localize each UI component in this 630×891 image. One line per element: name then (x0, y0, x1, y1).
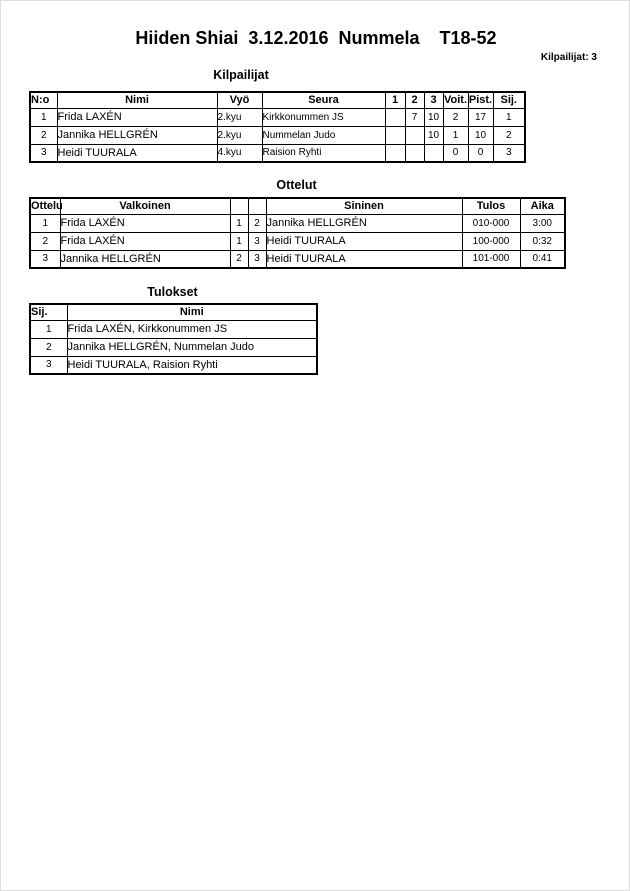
header-points: Pist. (468, 92, 493, 108)
header-belt: Vyö (217, 92, 262, 108)
result-place: 1 (30, 320, 67, 338)
header-place: Sij. (30, 304, 67, 320)
header-result: Tulos (462, 198, 520, 214)
result-row (30, 338, 317, 356)
competitor-name: Heidi TUURALA (57, 144, 217, 162)
match-white: Frida LAXÉN (60, 214, 230, 232)
competitor-wins: 1 (443, 126, 468, 144)
header-blue-no (248, 198, 266, 214)
header-no: N:o (30, 92, 57, 108)
competitor-club: Kirkkonummen JS (262, 108, 385, 126)
competitor-round-3: 10 (424, 126, 443, 144)
competitor-place: 3 (493, 144, 525, 162)
match-time: 3:00 (520, 214, 565, 232)
match-white-no: 1 (230, 214, 248, 232)
header-wins: Voit. (443, 92, 468, 108)
competitor-no: 3 (30, 144, 57, 162)
competitor-no: 2 (30, 126, 57, 144)
result-row (30, 356, 317, 374)
competitors-header-row (30, 92, 525, 108)
match-result: 101-000 (462, 250, 520, 268)
competitor-place: 1 (493, 108, 525, 126)
competitor-row (30, 144, 525, 162)
competitor-round-2 (405, 126, 424, 144)
header-name: Nimi (57, 92, 217, 108)
competitor-points: 0 (468, 144, 493, 162)
match-blue-no: 3 (248, 232, 266, 250)
result-name: Jannika HELLGRÉN, Nummelan Judo (67, 338, 317, 356)
match-row (30, 232, 565, 250)
result-place: 2 (30, 338, 67, 356)
competitor-points: 10 (468, 126, 493, 144)
competitor-belt: 2.kyu (217, 126, 262, 144)
match-blue-no: 3 (248, 250, 266, 268)
match-no: 3 (30, 250, 60, 268)
competitor-row (30, 108, 525, 126)
header-round-2: 2 (405, 92, 424, 108)
results-header-row (30, 304, 317, 320)
header-time: Aika (520, 198, 565, 214)
competitor-round-1 (385, 144, 405, 162)
competitor-round-2: 7 (405, 108, 424, 126)
header-white-no (230, 198, 248, 214)
competitor-wins: 0 (443, 144, 468, 162)
section-title-results: Tulokset (147, 285, 198, 299)
competitor-name: Frida LAXÉN (57, 108, 217, 126)
competitor-name: Jannika HELLGRÉN (57, 126, 217, 144)
match-white: Jannika HELLGRÉN (60, 250, 230, 268)
competitor-round-1 (385, 108, 405, 126)
match-result: 010-000 (462, 214, 520, 232)
match-row (30, 214, 565, 232)
competitors-table (29, 91, 526, 163)
match-blue-no: 2 (248, 214, 266, 232)
section-title-matches: Ottelut (276, 178, 317, 192)
header-name: Nimi (67, 304, 317, 320)
match-row (30, 250, 565, 268)
match-result: 100-000 (462, 232, 520, 250)
result-name: Frida LAXÉN, Kirkkonummen JS (67, 320, 317, 338)
header-place: Sij. (493, 92, 525, 108)
header-match-no: Ottelu (30, 198, 60, 214)
result-name: Heidi TUURALA, Raision Ryhti (67, 356, 317, 374)
matches-header-row (30, 198, 565, 214)
competitor-club: Raision Ryhti (262, 144, 385, 162)
competitor-round-3: 10 (424, 108, 443, 126)
results-table (29, 303, 318, 375)
match-time: 0:41 (520, 250, 565, 268)
competitor-row (30, 126, 525, 144)
match-blue: Jannika HELLGRÉN (266, 214, 462, 232)
header-blue: Sininen (266, 198, 462, 214)
competitor-place: 2 (493, 126, 525, 144)
competitor-belt: 2.kyu (217, 108, 262, 126)
competitor-club: Nummelan Judo (262, 126, 385, 144)
match-blue: Heidi TUURALA (266, 250, 462, 268)
header-round-3: 3 (424, 92, 443, 108)
match-no: 1 (30, 214, 60, 232)
matches-table (29, 197, 566, 269)
document-title: Hiiden Shiai 3.12.2016 Nummela T18-52 (135, 28, 497, 48)
competitor-round-1 (385, 126, 405, 144)
competitor-round-3 (424, 144, 443, 162)
match-white-no: 1 (230, 232, 248, 250)
result-row (30, 320, 317, 338)
result-place: 3 (30, 356, 67, 374)
competitor-points: 17 (468, 108, 493, 126)
competitor-count-label: Kilpailijat: 3 (540, 52, 597, 63)
match-no: 2 (30, 232, 60, 250)
competitor-no: 1 (30, 108, 57, 126)
match-time: 0:32 (520, 232, 565, 250)
header-round-1: 1 (385, 92, 405, 108)
match-blue: Heidi TUURALA (266, 232, 462, 250)
competitor-round-2 (405, 144, 424, 162)
match-white: Frida LAXÉN (60, 232, 230, 250)
match-white-no: 2 (230, 250, 248, 268)
competitor-wins: 2 (443, 108, 468, 126)
section-title-competitors: Kilpailijat (213, 68, 269, 82)
competitor-belt: 4.kyu (217, 144, 262, 162)
header-club: Seura (262, 92, 385, 108)
header-white: Valkoinen (60, 198, 230, 214)
